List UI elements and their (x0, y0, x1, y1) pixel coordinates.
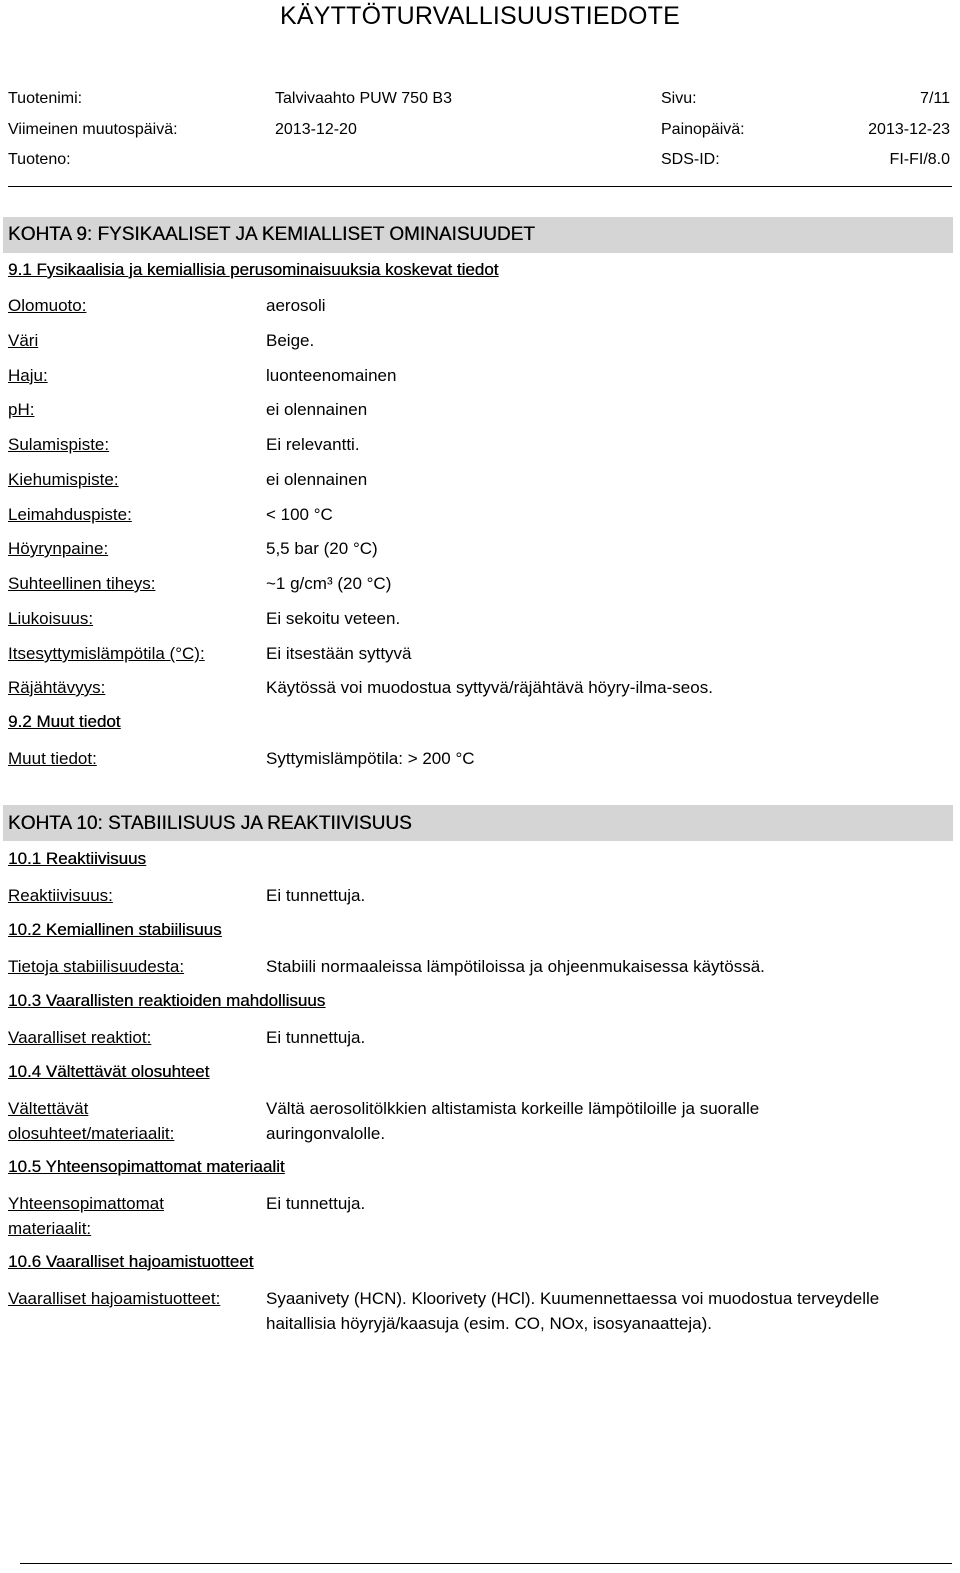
prop-label: Räjähtävyys: (8, 678, 106, 697)
reactivity-label: Reaktiivisuus: (8, 886, 113, 905)
prop-label: Leimahduspiste: (8, 505, 132, 524)
decomposition-value-line2: haitallisia höyryjä/kaasuja (esim. CO, NOx, isosyanaatteja). (266, 1314, 712, 1333)
reactivity-value: Ei tunnettuja. (266, 886, 366, 905)
header-label-page: Sivu: (661, 90, 697, 107)
header-value-product-name: Talvivaahto PUW 750 B3 (275, 90, 452, 107)
header-label-product-name: Tuotenimi: (8, 90, 83, 107)
prop-value: ~1 g/cm³ (20 °C) (266, 574, 392, 593)
subsection-10-3-heading: 10.3 Vaarallisten reaktioiden mahdollisuus (8, 991, 326, 1010)
prop-value: Beige. (266, 331, 315, 350)
prop-label: Liukoisuus: (8, 609, 94, 628)
stability-value: Stabiili normaaleissa lämpötiloissa ja ohjeenmukaisessa käytössä. (266, 957, 765, 976)
prop-value: 5,5 bar (20 °C) (266, 539, 378, 558)
other-info-label: Muut tiedot: (8, 749, 97, 768)
header-label-sds-id: SDS-ID: (661, 151, 720, 168)
prop-label: Väri (8, 331, 39, 350)
subsection-9-1-heading: 9.1 Fysikaalisia ja kemiallisia perusominaisuuksia koskevat tiedot (8, 260, 499, 279)
prop-value: Ei itsestään syttyvä (266, 644, 412, 663)
header-value-page: 7/11 (920, 90, 950, 107)
subsection-10-4-heading: 10.4 Vältettävät olosuhteet (8, 1062, 210, 1081)
decomposition-label: Vaaralliset hajoamistuotteet: (8, 1289, 221, 1308)
header-divider (8, 186, 952, 187)
prop-value: ei olennainen (266, 470, 368, 489)
prop-value: aerosoli (266, 296, 326, 315)
hazardous-reactions-label: Vaaralliset reaktiot: (8, 1028, 152, 1047)
prop-value: ei olennainen (266, 400, 368, 419)
incompatible-value: Ei tunnettuja. (266, 1194, 366, 1213)
prop-value: Ei relevantti. (266, 435, 360, 454)
header-label-revision-date: Viimeinen muutospäivä: (8, 121, 178, 138)
header-value-print-date: 2013-12-23 (868, 121, 950, 138)
prop-label: Olomuoto: (8, 296, 87, 315)
prop-label: Kiehumispiste: (8, 470, 119, 489)
prop-label: Itsesyttymislämpötila (°C): (8, 644, 205, 663)
header-value-revision-date: 2013-12-20 (275, 121, 357, 138)
prop-value: Käytössä voi muodostua syttyvä/räjähtävä höyry-ilma-seos. (266, 678, 713, 697)
prop-label: Suhteellinen tiheys: (8, 574, 156, 593)
document-title: KÄYTTÖTURVALLISUUSTIEDOTE (280, 2, 680, 30)
subsection-10-1-heading: 10.1 Reaktiivisuus (8, 849, 146, 868)
incompatible-label-line1: Yhteensopimattomat (8, 1194, 164, 1213)
stability-label: Tietoja stabiilisuudesta: (8, 957, 185, 976)
conditions-label-line1: Vältettävät (8, 1099, 89, 1118)
other-info-value: Syttymislämpötila: > 200 °C (266, 749, 475, 768)
subsection-10-2-heading: 10.2 Kemiallinen stabiilisuus (8, 920, 222, 939)
section-10-heading: KOHTA 10: STABIILISUUS JA REAKTIIVISUUS (8, 813, 412, 834)
footer-divider (20, 1563, 952, 1564)
header-value-sds-id: FI-FI/8.0 (889, 151, 950, 168)
conditions-value-line2: auringonvalolle. (266, 1124, 386, 1143)
conditions-label-line2: olosuhteet/materiaalit: (8, 1124, 175, 1143)
prop-label: Haju: (8, 366, 48, 385)
subsection-10-5-heading: 10.5 Yhteensopimattomat materiaalit (8, 1157, 285, 1176)
prop-label: Höyrynpaine: (8, 539, 109, 558)
prop-label: pH: (8, 400, 35, 419)
header-label-print-date: Painopäivä: (661, 121, 745, 138)
section-9-heading: KOHTA 9: FYSIKAALISET JA KEMIALLISET OMINAISUUDET (8, 224, 535, 245)
prop-value: < 100 °C (266, 505, 333, 524)
subsection-9-2-heading: 9.2 Muut tiedot (8, 712, 121, 731)
prop-value: luonteenomainen (266, 366, 397, 385)
prop-label: Sulamispiste: (8, 435, 110, 454)
header-label-product-number: Tuoteno: (8, 151, 71, 168)
conditions-value-line1: Vältä aerosolitölkkien altistamista korkeille lämpötiloille ja suoralle (266, 1099, 760, 1118)
prop-value: Ei sekoitu veteen. (266, 609, 401, 628)
hazardous-reactions-value: Ei tunnettuja. (266, 1028, 366, 1047)
decomposition-value-line1: Syaanivety (HCN). Kloorivety (HCl). Kuumennettaessa voi muodostua terveydelle (266, 1289, 880, 1308)
subsection-10-6-heading: 10.6 Vaaralliset hajoamistuotteet (8, 1252, 254, 1271)
incompatible-label-line2: materiaalit: (8, 1219, 92, 1238)
